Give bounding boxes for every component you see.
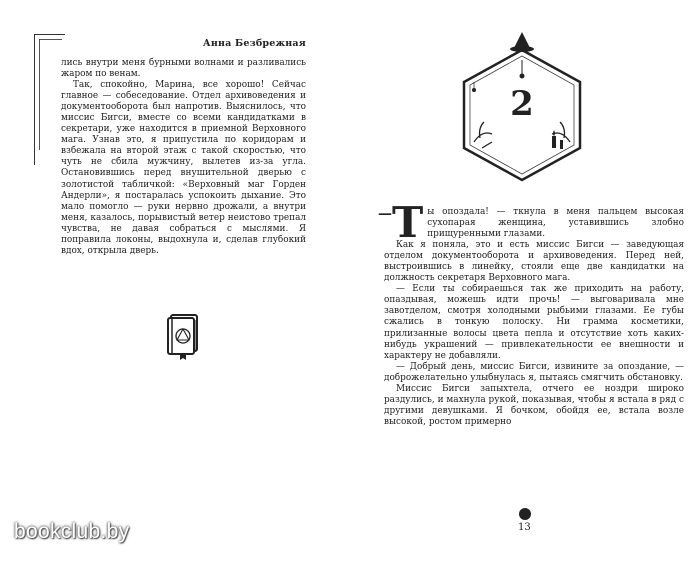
paragraph: лись внутри меня бурными волнами и разливались жаром по венам.: [61, 58, 306, 80]
drop-cap: Т: [392, 198, 424, 247]
watermark-text: bookclub.by: [14, 520, 130, 543]
left-page-text: [61, 58, 306, 257]
chapter-number: 2: [510, 84, 534, 124]
running-head-author: Анна Безбрежная: [202, 38, 306, 49]
right-page: [350, 0, 700, 563]
lead-dash: —: [378, 206, 392, 222]
paragraph: Как я поняла, это и есть миссис Бигси — заведующая отделом документооборота и архивоведения. Перед ней, выстроившись в линейку, стояли еще две кандидатки на должность секретаря Верховного мага.: [384, 240, 684, 284]
chapter-opening: [378, 198, 684, 247]
paragraph: Так, спокойно, Марина, все хорошо! Сейчас главное — собеседование. Отдел архивоведения и документооборота был напротив. Выяснилось, что миссис Бигси, вместе со всеми кандидатками в секретари, уже находится в приемной Верховного мага. Узнав это, я припустила по коридорам и взбежала на второй этаж с такой скоростью, что чуть не сбила мужчину, вылетев из-за угла. Остановившись перед внушительной дверью с золотистой табличкой: «Верховный маг Горден Андерли», я постаралась успокоить дыхание. Это мало помогло — руки нервно дрожали, а внутри меня, казалось, порывистый ветер неистово трепал чувства, не давая собраться с мыслями. Я поправила локоны, выдохнула и, сделав глубокий вдох, открыла дверь.: [61, 80, 306, 256]
spellbook-icon: [165, 310, 205, 362]
paragraph: ы опоздала! — ткнула в меня пальцем высокая сухопарая женщина, уставившись злобно прищуренными глазами.: [427, 207, 684, 240]
page-footer: [470, 506, 580, 536]
paragraph: Миссис Бигси запыхтела, отчего ее ноздри широко раздулись, и махнула рукой, показывая, чтобы я встала в ряд с другими девушками. Я бочком, обойдя ее, встала возле высокой, ростом примерно: [384, 383, 684, 427]
right-page-text: [378, 198, 684, 428]
paragraph: — Добрый день, миссис Бигси, извините за опоздание, — доброжелательно улыбнулась я, пытаясь смягчить обстановку.: [384, 361, 684, 383]
page-number: 13: [518, 522, 531, 533]
paragraph: — Если ты собираешься так же приходить на работу, опаздывая, можешь идти прочь! — выговаривала мне завотделом, смотря холодными рыбьими глазами. Ее губы сжались в тонкую полоску. Ни грамма косметики, прилизанные волосы цвета пепла и отсутствие хоть каких-нибудь украшений — привлекательности ее внешности и характеру не добавляли.: [384, 284, 684, 361]
